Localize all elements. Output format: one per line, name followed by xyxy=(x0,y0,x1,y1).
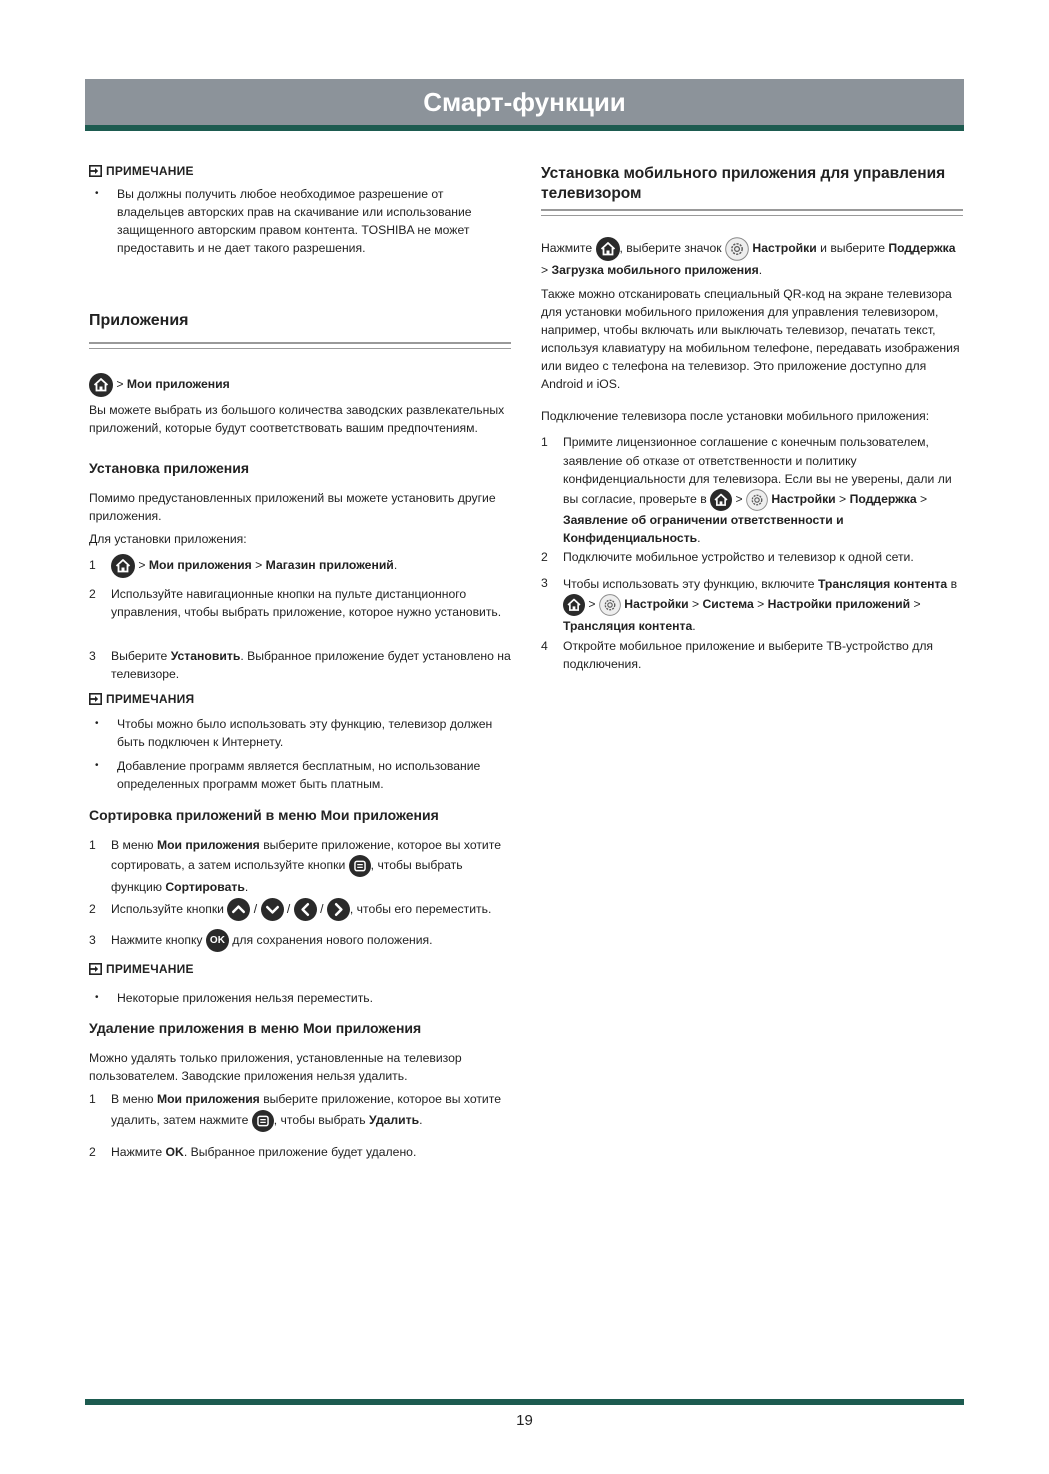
apps-section xyxy=(89,312,511,349)
list-item: • Вы должны получить любое необходимое разрешение от владельцев авторских прав на скачивание или использование защищенного авторским правом контента. TOSHIBA не может предоставить и не дает такого разрешения. xyxy=(95,187,472,255)
arrow-right-icon xyxy=(327,898,350,921)
menu-icon xyxy=(252,1110,274,1132)
install-step-2: 2 Используйте навигационные кнопки на пульте дистанционного управления, чтобы выбрать приложение, которое нужно установить. xyxy=(89,587,502,619)
remove-step-1: 1 В меню Мои приложения выберите приложение, которое вы хотите удалить, затем нажмите , чтобы выбрать Удалить. xyxy=(89,1089,511,1132)
list-item: • Некоторые приложения нельзя переместить. xyxy=(95,991,374,1005)
note-arrow-icon xyxy=(89,165,102,177)
page-header xyxy=(85,79,964,125)
remove-step-2: 2 Нажмите OK. Выбранное приложение будет удалено. xyxy=(89,1145,417,1159)
home-icon xyxy=(596,237,620,261)
gear-icon xyxy=(725,237,749,261)
section-title: Установка мобильного приложения для управления телевизором xyxy=(541,165,946,202)
arrow-down-icon xyxy=(261,898,284,921)
mobile-app-section xyxy=(541,164,963,216)
mobile-step-4: 4 Откройте мобильное приложение и выберите ТВ-устройство для подключения. xyxy=(541,639,934,671)
gear-icon xyxy=(599,594,621,616)
footer-divider xyxy=(85,1399,964,1405)
list-item: • Чтобы можно было использовать эту функцию, телевизор должен быть подключен к Интернету. xyxy=(95,717,493,749)
page-number: 19 xyxy=(516,1412,533,1429)
apps-intro: Вы можете выбрать из большого количества заводских развлекательных приложений, которые будут соответствовать вашим предпочтениям. xyxy=(89,403,505,435)
mobile-step-2: 2 Подключите мобильное устройство и телевизор к одной сети. xyxy=(541,550,914,564)
subsection-title: Установка приложения xyxy=(89,460,250,476)
mobile-app-intro: Нажмите , выберите значок Настройки и выберите Поддержка > Загрузка мобильного приложения. xyxy=(541,237,963,280)
note-arrow-icon xyxy=(89,693,102,705)
ok-button-icon: OK xyxy=(206,929,229,952)
apps-path: > Мои приложения xyxy=(89,372,511,397)
note-heading: ПРИМЕЧАНИЕ xyxy=(89,962,511,976)
install-step-1: 1 > Мои приложения > Магазин приложений. xyxy=(89,553,511,578)
mobile-step-1: 1 Примите лицензионное соглашение с конечным пользователем, заявление об отказе от ответственности и политику конфиденциальности для телевизора. Если вы не уверены, дали ли вы согласие, проверьте в > Настройки > Поддержка > Заявление об ограничении ответственности и Конфиденциальность. xyxy=(541,435,952,545)
home-icon xyxy=(89,373,113,397)
section-divider xyxy=(89,342,511,349)
sort-step-3: 3 Нажмите кнопку OK для сохранения нового положения. xyxy=(89,928,511,952)
note-arrow-icon xyxy=(89,963,102,975)
mobile-app-desc: Также можно отсканировать специальный QR-код на экране телевизора для установки мобильного приложения для управления телевизором, например, чтобы включать или выключать телевизор, печатать текст, используя клавиатуру на мобильном телефоне, передавать изображения или видео с телефона на телевизор. Это приложение доступно для Android и iOS. xyxy=(541,287,960,391)
mobile-app-connect: Подключение телевизора после установки мобильного приложения: xyxy=(541,409,930,423)
list-item: • Добавление программ является бесплатным, но использование определенных программ может быть платным. xyxy=(95,759,481,791)
arrow-left-icon xyxy=(294,898,317,921)
remove-intro: Можно удалять только приложения, установленные на телевизор пользователем. Заводские приложения нельзя удалить. xyxy=(89,1051,462,1083)
note-heading: ПРИМЕЧАНИЯ xyxy=(89,692,511,706)
header-divider xyxy=(85,125,964,131)
remove-section xyxy=(89,1020,511,1036)
arrow-up-icon xyxy=(227,898,250,921)
install-text: Помимо предустановленных приложений вы можете установить другие приложения. Для установки приложения: xyxy=(89,491,496,546)
install-section xyxy=(89,460,511,476)
subsection-title: Сортировка приложений в меню Мои приложения xyxy=(89,807,439,823)
home-icon xyxy=(111,554,135,578)
sort-section xyxy=(89,807,511,823)
note-block xyxy=(89,164,511,257)
sort-step-1: 1 В меню Мои приложения выберите приложение, которое вы хотите сортировать, а затем используйте кнопки , чтобы выбрать функцию Сортировать. xyxy=(89,838,501,894)
mobile-step-3: 3 Чтобы использовать эту функцию, включите Трансляция контента в > Настройки > Система > Настройки приложений > Трансляция контента. xyxy=(541,576,958,633)
subsection-title: Удаление приложения в меню Мои приложения xyxy=(89,1020,422,1036)
menu-icon xyxy=(349,855,371,877)
home-icon xyxy=(710,489,732,511)
note-heading: ПРИМЕЧАНИЕ xyxy=(89,164,511,178)
section-title: Приложения xyxy=(89,312,189,329)
gear-icon xyxy=(746,489,768,511)
page-title: Смарт-функции xyxy=(423,87,626,117)
section-divider xyxy=(541,209,963,216)
install-step-3: 3 Выберите Установить. Выбранное приложение будет установлено на телевизоре. xyxy=(89,649,511,681)
note-block xyxy=(89,692,511,793)
note-block xyxy=(89,962,511,1007)
home-icon xyxy=(563,594,585,616)
sort-step-2: 2 Используйте кнопки / / / , чтобы его переместить. xyxy=(89,897,511,921)
